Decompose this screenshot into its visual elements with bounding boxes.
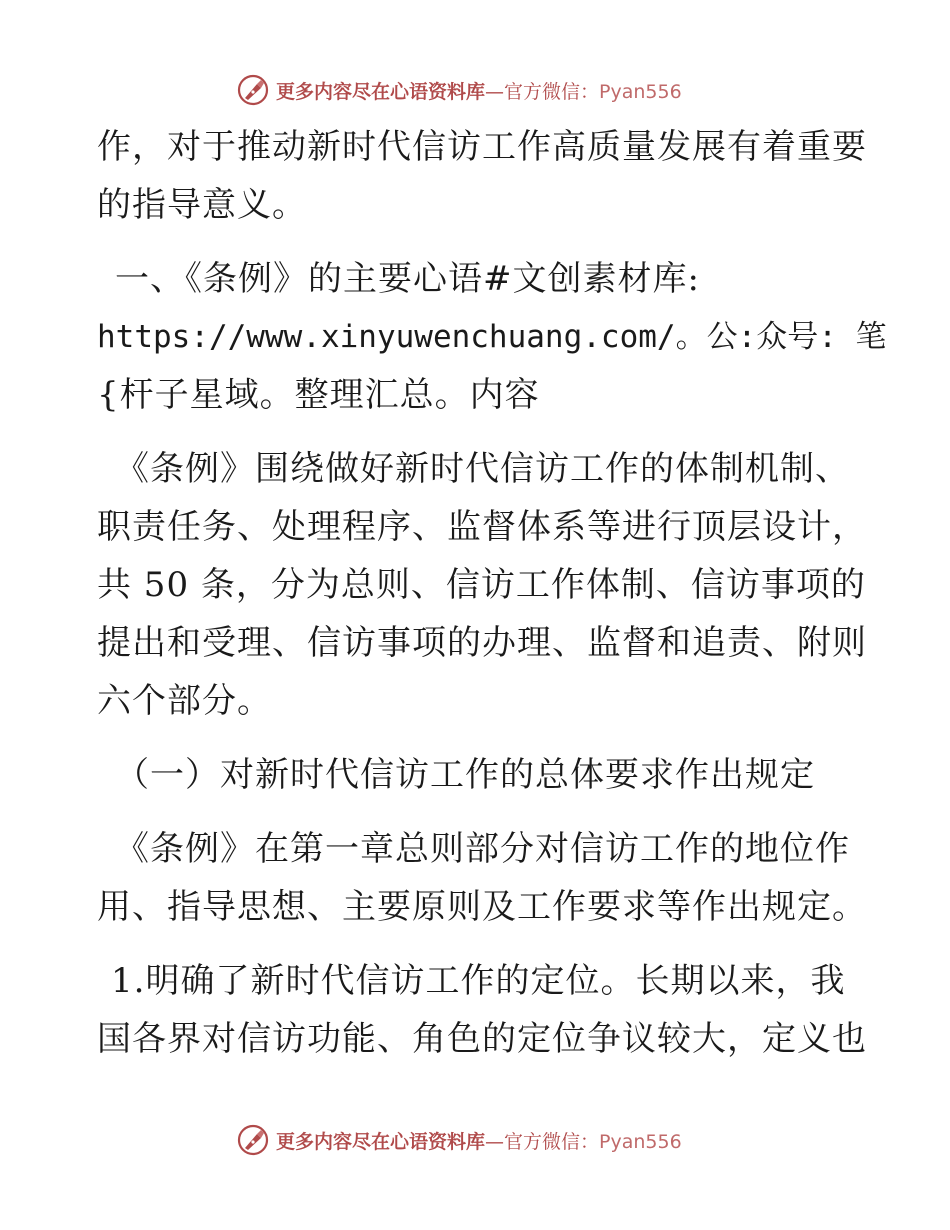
text-line: （一）对新时代信访工作的总体要求作出规定 [115,755,815,795]
paragraph-3 [97,440,867,730]
document-body [97,118,887,1068]
text-line: 六个部分。 [97,681,272,721]
watermark-wx-id: Pyan556 [599,80,682,103]
subsection-heading [97,746,857,804]
text-line: 的指导意义。 [97,185,307,225]
text-line: 提出和受理、信访事项的办理、监督和追责、附则 [97,623,867,663]
watermark-dash: — [485,80,505,103]
text-line: 共 50 条，分为总则、信访工作体制、信访事项的 [97,565,866,605]
text-line: 国各界对信访功能、角色的定位争议较大，定义也 [97,1019,867,1059]
paragraph-1 [97,118,867,234]
watermark-wx-label: 官方微信： [504,80,600,103]
text-line: 一、《条例》的主要心语#文创素材库: [115,259,700,299]
text-line: 《条例》在第一章总则部分对信访工作的地位作 [115,829,850,869]
text-line: 《条例》围绕做好新时代信访工作的体制机制、 [115,449,850,489]
pen-nib-logo-icon [236,1123,270,1157]
watermark-text [276,77,682,104]
header-watermark [236,72,716,108]
paragraph-6 [97,952,867,1068]
watermark-dash: — [485,1130,505,1153]
paragraph-5 [97,820,867,936]
text-line-url: https://www.xinyuwenchuang.com/。公:众号: 笔 [97,319,887,355]
watermark-wx-id: Pyan556 [599,1130,682,1153]
text-line: 用、指导思想、主要原则及工作要求等作出规定。 [97,887,867,927]
text-line: 1.明确了新时代信访工作的定位。长期以来，我 [111,961,846,1001]
watermark-main: 更多内容尽在心语资料库 [276,1130,486,1153]
watermark-text [276,1127,682,1154]
text-line: 作，对于推动新时代信访工作高质量发展有着重要 [97,127,867,167]
pen-nib-logo-icon [236,73,270,107]
watermark-main: 更多内容尽在心语资料库 [276,80,486,103]
footer-watermark [236,1122,716,1158]
text-line: 职责任务、处理程序、监督体系等进行顶层设计， [97,507,867,547]
text-line: {杆子星域。整理汇总。内容 [97,375,540,415]
watermark-wx-label: 官方微信： [504,1130,600,1153]
section-heading [97,250,887,424]
